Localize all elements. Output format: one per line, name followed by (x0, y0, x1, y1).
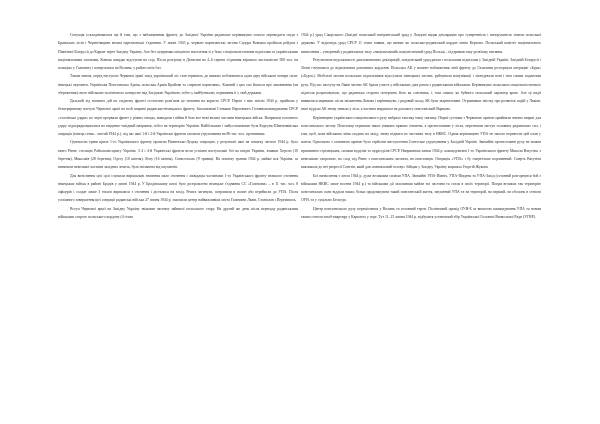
paragraph: Керівництво українського національного руху вибрало тактику іншу тактику. Перші сутички з Червоною армією прийняли значно ширші для повстанського загону. Повстанці отримали наказ уникати прямих зіткнень, а протистоянню у лісах, перечекати наступ головних радянських сил, і тим, щоб, коли військова лінія сходить на захід, знову підняти по частинах тилу в НКВС. Однак керівництво УПА не змогло перевести цей план у життя. Одночасно з основною армією було серйозне виступлення Совєтське угрупування у Західній Україні. Звичайне протистоянні руху не можна припинити стрілецьким, силами відділів та підрозділів СРСР. Напрямніші ланки 1944 р. командувачем 1-го Українського фронту Миколи Ватутіна, з невеликою охороною, на сход під Рівне з повстанським загоном, на повстанців. Операція «УПА» і бу смертельно пораненний. Смерть Ватутіна викликала до неї репресії Совєтів, який дав «навчальний голову» бійцям у Західну Україну маршала Георгій Жукова. (301, 115, 541, 170)
right-text-column (301, 31, 541, 411)
paragraph: Центр повстанського руху перемістився у Волинь та головний терен. Політичний провід ОУН-Б за вимогою командування УПА та новим таким сенсом штаб-квартиру у Карпатах у горе. Тут 11–15 липня 1944 р. відбулися установчий збір Української Головної Визвольної Ради (УГВР). (301, 206, 541, 219)
paragraph: 1944 р.) уряд Сікорського (Західні польський емігрантський уряд у Лондоні видав декларацію про суверенність і непорушність земель польської держави. У відповідь уряд СРСР 11 січня заявив, що визнає як польсько-радянський кордон лінію Керзона. Польський комітет національного визволення – утворений у радянському тилу «національний» комуністичний уряд Польщі – підтримав таку розв'язку питання. (301, 33, 541, 54)
paragraph: Результатом недосяжності дипломатичних декларацій, лондонський уряд разом з польським підпіллям у Західній Україні, Західній Білорусії і Литві готувалися до відновлення довоєнних кордонів. Польська АК у момент наближення лінії фронту до Галичини розгорнула операцію «Буря» («Бурч»). Мобільні загони польських підпільників відступали німецьких частин, руйнували комунікації і ліквідували нові і тим самим подаючим руху. Під час наступу на Львів загони АК брали участь у військових діях разом з радянськими військами. Керівництво польського націоналістичного підпілля розраховувало, що радянська сторона потерпить його як союзника, і, тим самим, як буйного польський характер краю. Але ці надії виявилися марними: після звільнення Львова і керівництво, і рядовий склад АК були заарештовані. Отримавши звістку про розвиток подій у Львові, інші відділи АК знову зникли у ліси, а частина вирушила на допомогу повстанській Варшаві. (301, 57, 541, 112)
paragraph: Дальшій хід воєнних дій на східному фронті остаточно розв'язав це питання на користь СРСР. Перші з них звісно 1944 р. прийшли у безперервному наступі Червоної армії на всій ширині радянсько-німецького фронту. Заплановані Ставкою Верховного Головнокомандування СРСР «сталінські удари» по черзі прорвали фронт у різних місцях, виводячи з війни й бою все нові великі частини німецьких військ. Напрямом головного удару підпорядковувалися на південно-західний напрямок, тобто на територію України. Найбільшою і найуспішнішою була Корсунь-Шевченківська операція (кінець січня – лютий 1944 р.), під час якої 1-й і 2-й Українські фронти оточили угруповання на 86 тис. чол. противника. (58, 99, 298, 137)
paragraph: Бої визволення з літом 1944 р. дуже великими силами УПА. Звичайні УПА-Північ, УПА-Південь та УПА-Захід (останній розгорнувся бой з військами НКВС лише восени 1944 р.) та військами дії захопивши майже всі частини та стали в своїх території. Попри великих так територію повстанських сили відділи наказ, більш продовжувати такий повстанській життя, змушений УПА та на територій, на перший, на оболонь в степові ОУН, та у суцільно Бескеди. (301, 173, 541, 203)
left-text-column (58, 31, 298, 411)
paragraph: Таким чином, перед наступом Червоної армії захід український ліс став терміном, де вважно побоюватися один одну військові чотири сили: німецькі окупанти, Українська Повстанська Армія, польська Армія Крайова та «червоні партизани». Кожний з цих сил йшлося про завоювання (чи збереження) свого військово-політичного контролю над Західною Україною, тобто у майбутньому отримання її у свій держави. (58, 74, 298, 95)
paragraph: Ситуація ускладнювалася ще й тим, що з наближенням фронту до Західної України радянське керівництво почало переводити сюди з Брянських лісів і Чернігівщини великі партизанські з'єднання. У липні 1943 р. червоні партизанські загони Сидора Ковпака пройшли рейдом з Північної Білорусії до Карпат через Західну Україну. Але без підтримки місцевого населення зі у боях з націоналістичним підпіллям та українськими національними загонами, Ковпак швидко відступав на схід. Після розгрому в Делятині на 4–6 серпня з'єднання втратило чисельністю 500 чол. на позиціях у Галичину і поверталися на Волинь, у район своїх баз. (58, 33, 298, 71)
paragraph: Вступ Червоної армії на Західну Україну звільнив частину зайнятої польського стару. На другий же день після переходу радянськими військами старого польського кордону (4 січня (58, 206, 298, 219)
paragraph: Для витіснення цієї цілі служили вирішальні значення мало оточення і ліквідація частинами 1-го Українського фронту великого оточення німецьких військ в районі Бродів у липні 1944 р. У Бродівському котлі було розгромлено німецьке з'єднання СС «Галичина» – в 11 тис. чол. 8 офіцерів і солдат лише 3 тисячі вирвалися з оточення і дісталися на захід. Решта загинули, потрапили в полон або перейшли до УПА. Після успішного завершення цієї операції радянські війська 27 липня 1944 р. захопили центр найважливіші міста Галичини Львів, Станіслав і Перемишль. (58, 173, 298, 203)
paragraph: Одночасно трави криле 1-го Українського фронту провели Рівненсько-Луцьку операцію, у результаті якої на початку лютого 1944 р. було взято Рівне, столицю Райхскомісаріату Україна. З 4 і 4-й Українські фронти вели успішні наступальні бої на півдні України, взявши Херсон (10 березня), Миколаїв (28 березня), Одесу (10 квітня), Ялту (16 квітня), Севастополь (9 травня). На початку травня 1944 р. майже вся Україна, за винятком невеликої частини західних земель, була звільнена від окупантів. (58, 140, 298, 170)
